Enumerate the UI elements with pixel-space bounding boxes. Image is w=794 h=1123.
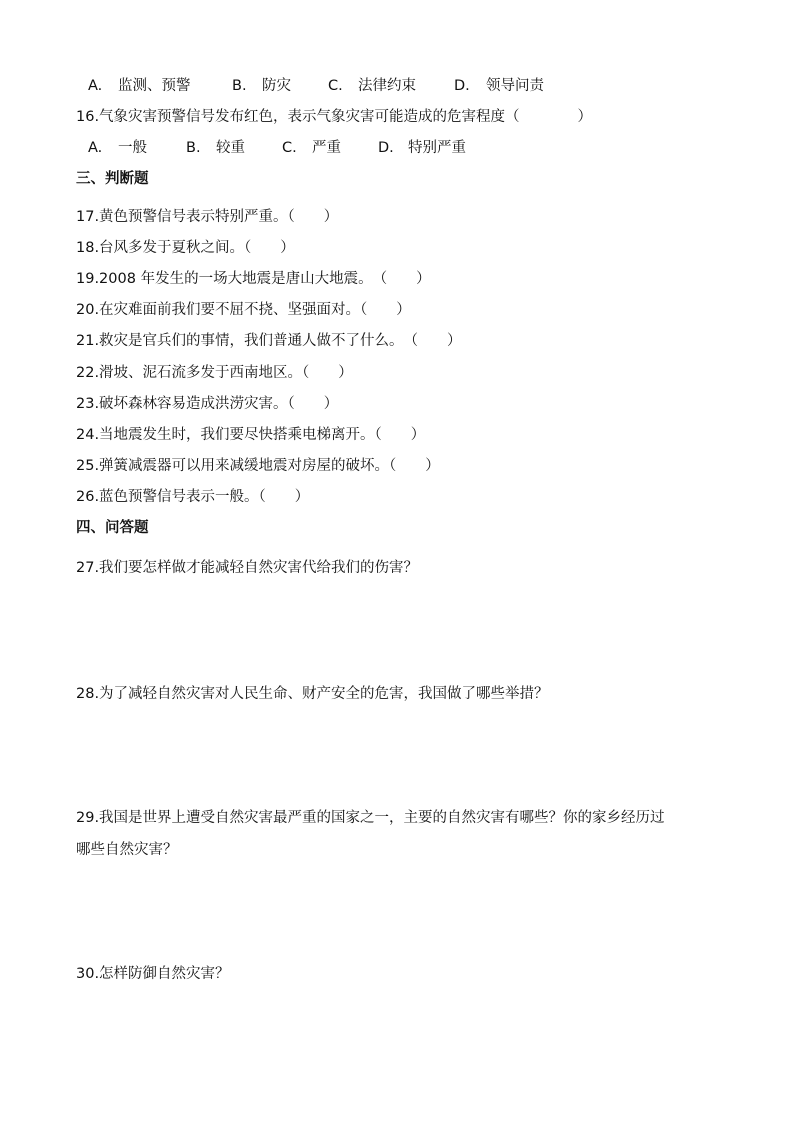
q16-option-b-letter: B. — [186, 140, 201, 156]
question-19: 19.2008 年发生的一场大地震是唐山大地震。 （ ） — [76, 271, 431, 287]
q15-option-a-text: 监测、预警 — [118, 78, 191, 94]
q15-option-c-text: 法律约束 — [358, 78, 416, 94]
q15-option-d-text: 领导问责 — [486, 78, 544, 94]
question-27: 27.我们要怎样做才能减轻自然灾害代给我们的伤害？ — [76, 560, 419, 576]
q15-option-d-letter: D. — [454, 78, 470, 94]
section-4-title: 四、问答题 — [76, 520, 149, 536]
question-29-line-2: 哪些自然灾害？ — [76, 842, 178, 858]
question-26: 26.蓝色预警信号表示一般。（ ） — [76, 489, 310, 505]
question-28: 28.为了减轻自然灾害对人民生命、财产安全的危害，我国做了哪些举措？ — [76, 686, 549, 702]
q16-option-b-text: 较重 — [216, 140, 245, 156]
question-17: 17.黄色预警信号表示特别严重。（ ） — [76, 209, 339, 225]
q16-option-c-text: 严重 — [312, 140, 341, 156]
q15-option-b-text: 防灾 — [262, 78, 291, 94]
question-23: 23.破坏森林容易造成洪涝灾害。（ ） — [76, 396, 339, 412]
question-22: 22.滑坡、泥石流多发于西南地区。（ ） — [76, 365, 353, 381]
q15-option-b-letter: B. — [232, 78, 247, 94]
question-25: 25.弹簧减震器可以用来减缓地震对房屋的破坏。（ ） — [76, 458, 440, 474]
section-3-title: 三、判断题 — [76, 171, 149, 187]
q15-option-c-letter: C. — [328, 78, 343, 94]
q16-option-d-text: 特别严重 — [408, 140, 466, 156]
q16-option-d-letter: D. — [378, 140, 394, 156]
q16-option-c-letter: C. — [282, 140, 297, 156]
question-16: 16.气象灾害预警信号发布红色，表示气象灾害可能造成的危害程度（ ） — [76, 109, 593, 125]
question-18: 18.台风多发于夏秋之间。（ ） — [76, 240, 295, 256]
question-29-line-1: 29.我国是世界上遭受自然灾害最严重的国家之一，主要的自然灾害有哪些？你的家乡经历过 — [76, 810, 665, 826]
question-20: 20.在灾难面前我们要不屈不挠、坚强面对。（ ） — [76, 302, 411, 318]
q15-option-a-letter: A. — [88, 78, 103, 94]
question-21: 21.救灾是官兵们的事情，我们普通人做不了什么。 （ ） — [76, 333, 462, 349]
q16-option-a-text: 一般 — [118, 140, 147, 156]
question-24: 24.当地震发生时，我们要尽快搭乘电梯离开。（ ） — [76, 427, 426, 443]
q16-option-a-letter: A. — [88, 140, 103, 156]
question-30: 30.怎样防御自然灾害？ — [76, 966, 230, 982]
